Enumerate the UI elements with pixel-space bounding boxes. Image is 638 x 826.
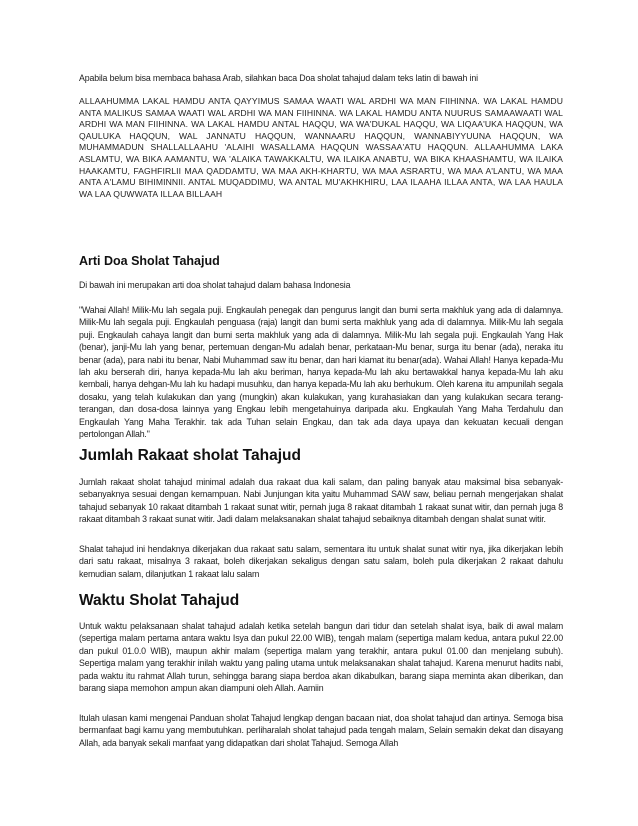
intro-text: Apabila belum bisa membaca bahasa Arab, silahkan baca Doa sholat tahajud dalam teks latin di bawah ini	[79, 73, 478, 83]
heading-arti-doa: Arti Doa Sholat Tahajud	[79, 254, 220, 268]
jumlah-paragraph-1: Jumlah rakaat sholat tahajud minimal adalah dua rakaat dua kali salam, dan paling banyak atau maksimal bisa sebanyak-sebanyaknya sesuai dengan kemampuan. Nabi Junjungan kita yaitu Muhammad SAW saw, beliau pernah mengerjakan shalat tahajud sebanyak 10 rakaat ditambah 1 rakaat sunat witir, pernah juga 8 rakaat ditambah 1 rakaat sunat witir, dan pernah juga 8 rakaat ditambah 3 rakaat sunat witir. Jadi dalam melaksanakan shalat tahajud sebaiknya ditambah dengan shalat sunat witir.	[79, 477, 563, 525]
waktu-paragraph-1: Untuk waktu pelaksanaan shalat tahajud adalah ketika setelah bangun dari tidur dan setelah shalat isya, baik di awal malam (sepertiga malam pertama antara waktu Isya dan pukul 22.00 WIB), tengah malam (sepertiga malam kedua, antara pukul 22.00 dan pukul 01.0.0 WIB), maupun akhir malam (sepertiga malam yang terakhir, antara pukul 01.00 dan menjelang subuh). Sepertiga malam yang terakhir inilah waktu yang paling utama untuk melaksanakan shalat tahajud. Karena menurut hadits nabi, pada waktu itu rahmat Allah turun, sehingga barang siapa berdoa akan dikabulkan, barang siapa meminta akan diberikan, dan barang siapa memohon ampun akan diampuni oleh Allah. Aamiin	[79, 621, 563, 694]
waktu-paragraph-2: Itulah ulasan kami mengenai Panduan sholat Tahajud lengkap dengan bacaan niat, doa sholat tahajud dan artinya. Semoga bisa bermanfaat bagi kamu yang membutuhkan. perliharalah sholat tahajud pada tengah malam, Selain semakin dekat dan disayang Allah, ada banyak sekali manfaat yang didapatkan dari sholat Tahajud. Semoga Allah	[79, 713, 563, 748]
arti-translation: "Wahai Allah! Milik-Mu lah segala puji. Engkaulah penegak dan pengurus langit dan bumi serta makhluk yang ada di dalamnya. Milik-Mu lah segala puji. Engkaulah penguasa (raja) langit dan bumi serta makhluk yang ada di dalamnya. Milik-Mu lah segala puji. Engkaulah cahaya langit dan bumi serta makhluk yang ada di dalamnya. Milik-Mu lah segala puji. Engkaulah Yang Hak (benar), janji-Mu lah yang benar, pertemuan dengan-Mu adalah benar, perkataan-Mu benar, surga itu benar (ada), neraka itu benar (ada), para nabi itu benar, Nabi Muhammad saw itu benar, dan hari kiamat itu benar(ada). Wahai Allah! Hanya kepada-Mu lah aku berserah diri, hanya kepada-Mu lah aku beriman, hanya kepada-Mu lah aku bertawakkal hanya kepada-Mu lah aku kembali, hanya dehgan-Mu lah ku hadapi musuhku, dan hanya kepada-Mu lah aku berhukum. Oleh karena itu ampunilah segala dosaku, yang telah kulakukan dan yang (mungkin) akan kulakukan, yang kurahasiakan dan yang kulakukan secara terang-terangan, dan dosa-dosa lainnya yang Engkau lebih mengetahuinya daripada aku. Engkaulah Yang Maha Terdahulu dan Engkaulah Yang Maha Terakhir. tak ada Tuhan selain Engkau, dan tak ada daya upaya dan kekuatan kecuali dengan pertolongan Allah."	[79, 305, 563, 440]
heading-jumlah-rakaat: Jumlah Rakaat sholat Tahajud	[79, 447, 301, 464]
jumlah-paragraph-2: Shalat tahajud ini hendaknya dikerjakan dua rakaat satu salam, sementara itu untuk shalat sunat witir nya, jika dikerjakan lebih dari satu rakaat, misalnya 3 rakaat, boleh dikerjakan sekaligus dengan satu salam, boleh pula dikerjakan 2 rakaat dahulu kemudian salam, dilanjutkan 1 rakaat lalu salam	[79, 544, 563, 579]
arti-subtitle: Di bawah ini merupakan arti doa sholat tahajud dalam bahasa Indonesia	[79, 280, 351, 290]
latin-prayer-text: ALLAAHUMMA LAKAL HAMDU ANTA QAYYIMUS SAMAA WAATI WAL ARDHI WA MAN FIIHINNA. WA LAKAL HAMDU ANTA MALIKUS SAMAA WAATI WAL ARDHI WA MAN FIIHINNA. WA LAKAL HAMDU ANTA NUURUS SAMAAWAATI WAL ARDHI WA MAN FIIHINNA. WA LAKAL HAMDU ANTAL HAQQU, WA WA'DUKAL HAQQU, WA LIQAA'UKA HAQQUN, WA QAULUKA HAQQUN, WAL JANNATU HAQQUN, WANNAARU HAQQUN, WANNABIYYUUNA HAQQUN, WA MUHAMMADUN SHALLALLAAHU 'ALAIHI WASALLAMA HAQQUN WASSAA'ATU HAQQUN. ALLAAHUMMA LAKA ASLAMTU, WA BIKA AAMANTU, WA 'ALAIKA TAWAKKALTU, WA ILAIKA ANABTU, WA BIKA KHAASHAMTU, WA ILAIKA HAAKAMTU, FAGHFIRLII MAA QADDAMTU, WA MAA AKH-KHARTU, WA MAA ASRARTU, WA MAA A'LANTU, WA MAA ANTA A'LAMU BIHIMINNII. ANTAL MUQADDIMU, WA ANTAL MU'AKHKHIRU, LAA ILAAHA ILLAA ANTA, WA LAA HAULA WA LAA QUWWATA ILLAA BILLAAH	[79, 96, 563, 199]
heading-waktu-sholat: Waktu Sholat Tahajud	[79, 592, 240, 609]
